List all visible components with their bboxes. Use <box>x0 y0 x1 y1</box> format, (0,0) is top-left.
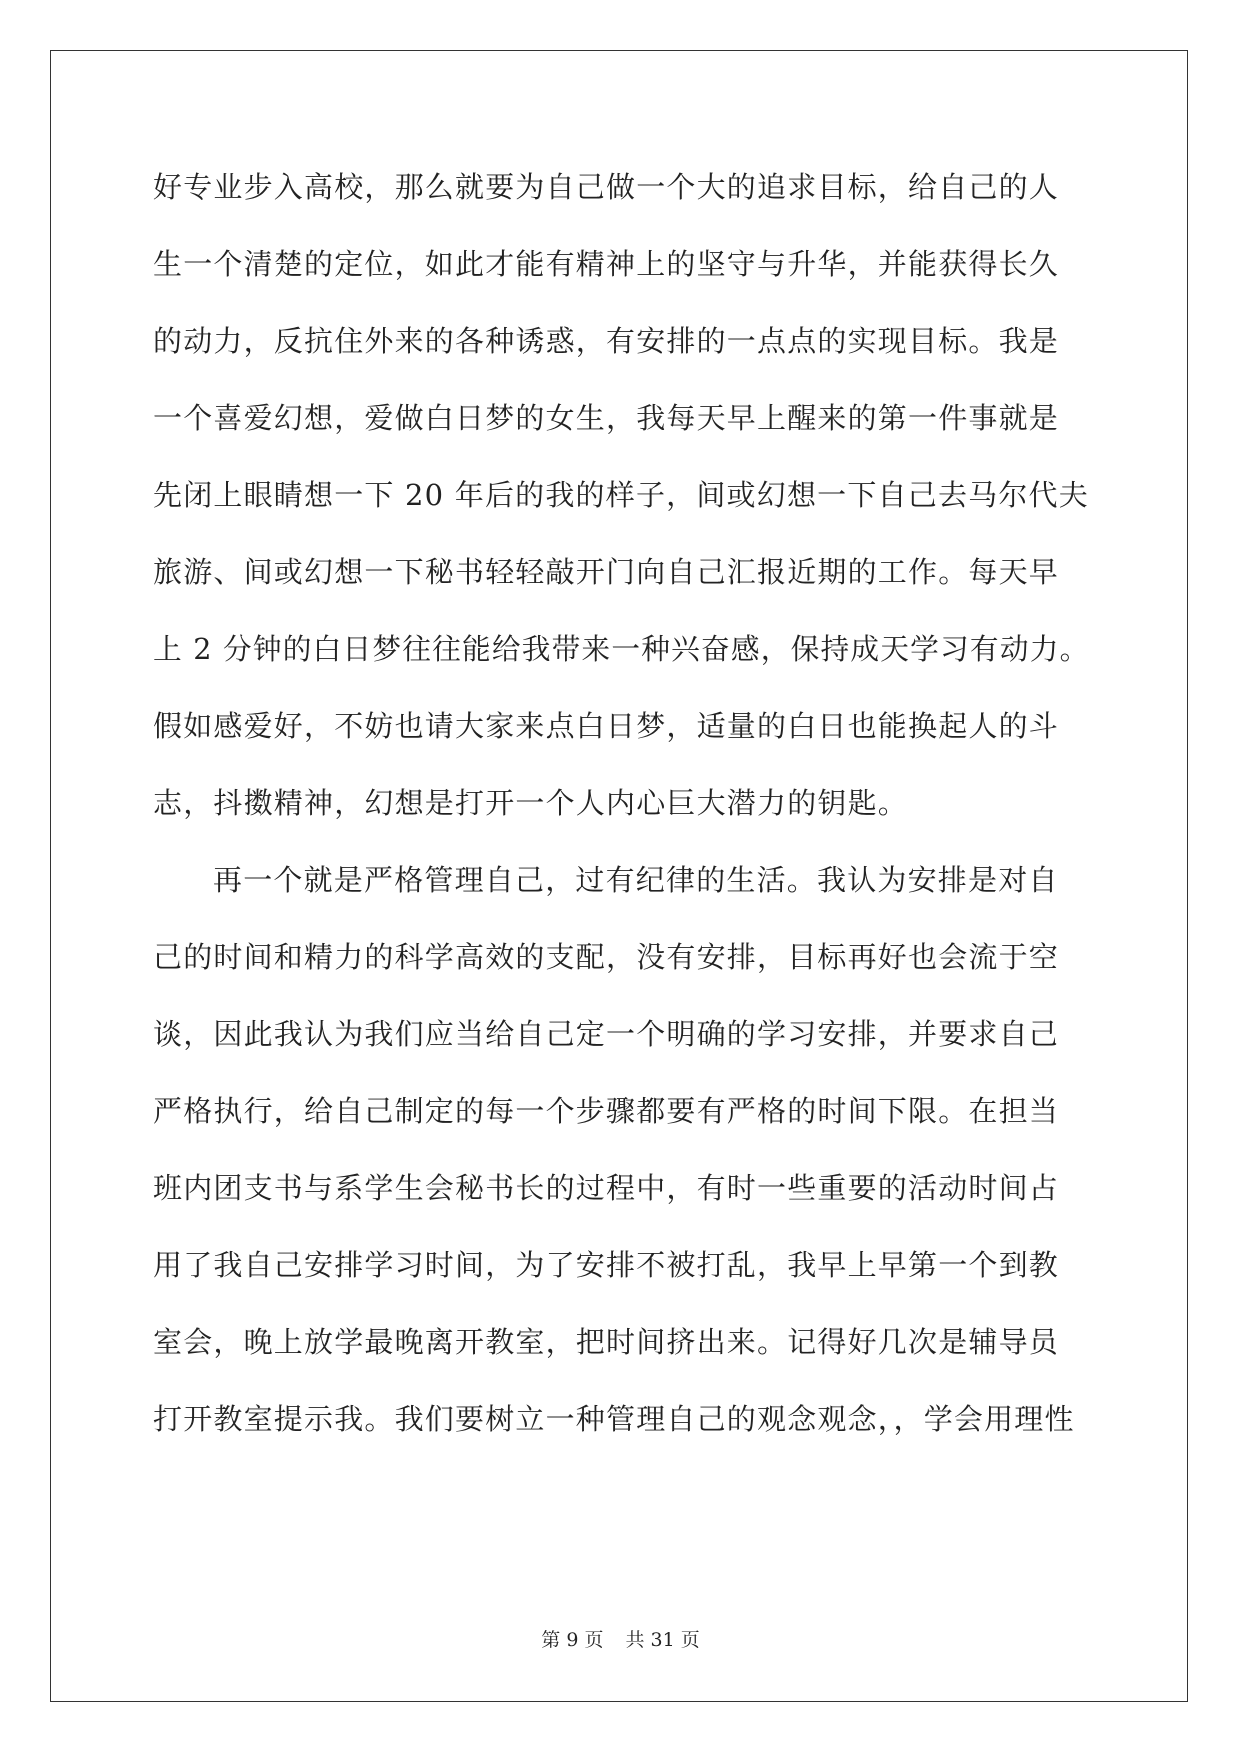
page-number: 第 9 页 <box>541 1629 604 1651</box>
text-line: 生一个清楚的定位，如此才能有精神上的坚守与升华，并能获得长久 <box>153 247 1060 281</box>
page-total: 共 31 页 <box>625 1629 700 1651</box>
text-line: 旅游、间或幻想一下秘书轻轻敲开门向自己汇报近期的工作。每天早 <box>153 555 1060 589</box>
text-line: 好专业步入高校，那么就要为自己做一个大的追求目标，给自己的人 <box>153 170 1060 204</box>
text-line: 己的时间和精力的科学高效的支配，没有安排，目标再好也会流于空 <box>153 940 1060 974</box>
text-line: 一个喜爱幻想，爱做白日梦的女生，我每天早上醒来的第一件事就是 <box>153 401 1060 435</box>
text-line: 用了我自己安排学习时间，为了安排不被打乱，我早上早第一个到教 <box>153 1248 1060 1282</box>
page-footer <box>0 1628 1241 1652</box>
text-line: 志，抖擞精神，幻想是打开一个人内心巨大潜力的钥匙。 <box>153 786 909 820</box>
text-line: 严格执行，给自己制定的每一个步骤都要有严格的时间下限。在担当 <box>153 1094 1060 1128</box>
text-line: 假如感爱好，不妨也请大家来点白日梦，适量的白日也能换起人的斗 <box>153 709 1060 743</box>
text-line: 先闭上眼睛想一下 20 年后的我的样子，间或幻想一下自己去马尔代夫 <box>153 478 1089 512</box>
text-line: 谈，因此我认为我们应当给自己定一个明确的学习安排，并要求自己 <box>153 1017 1060 1051</box>
text-line: 打开教室提示我。我们要树立一种管理自己的观念观念，，学会用理性 <box>153 1402 1075 1436</box>
text-line: 的动力，反抗住外来的各种诱惑，有安排的一点点的实现目标。我是 <box>153 324 1060 358</box>
text-line: 再一个就是严格管理自己，过有纪律的生活。我认为安排是对自 <box>213 863 1059 897</box>
text-line: 班内团支书与系学生会秘书长的过程中，有时一些重要的活动时间占 <box>153 1171 1060 1205</box>
text-line: 上 2 分钟的白日梦往往能给我带来一种兴奋感，保持成天学习有动力。 <box>153 632 1090 666</box>
text-line: 室会，晚上放学最晚离开教室，把时间挤出来。记得好几次是辅导员 <box>153 1325 1060 1359</box>
